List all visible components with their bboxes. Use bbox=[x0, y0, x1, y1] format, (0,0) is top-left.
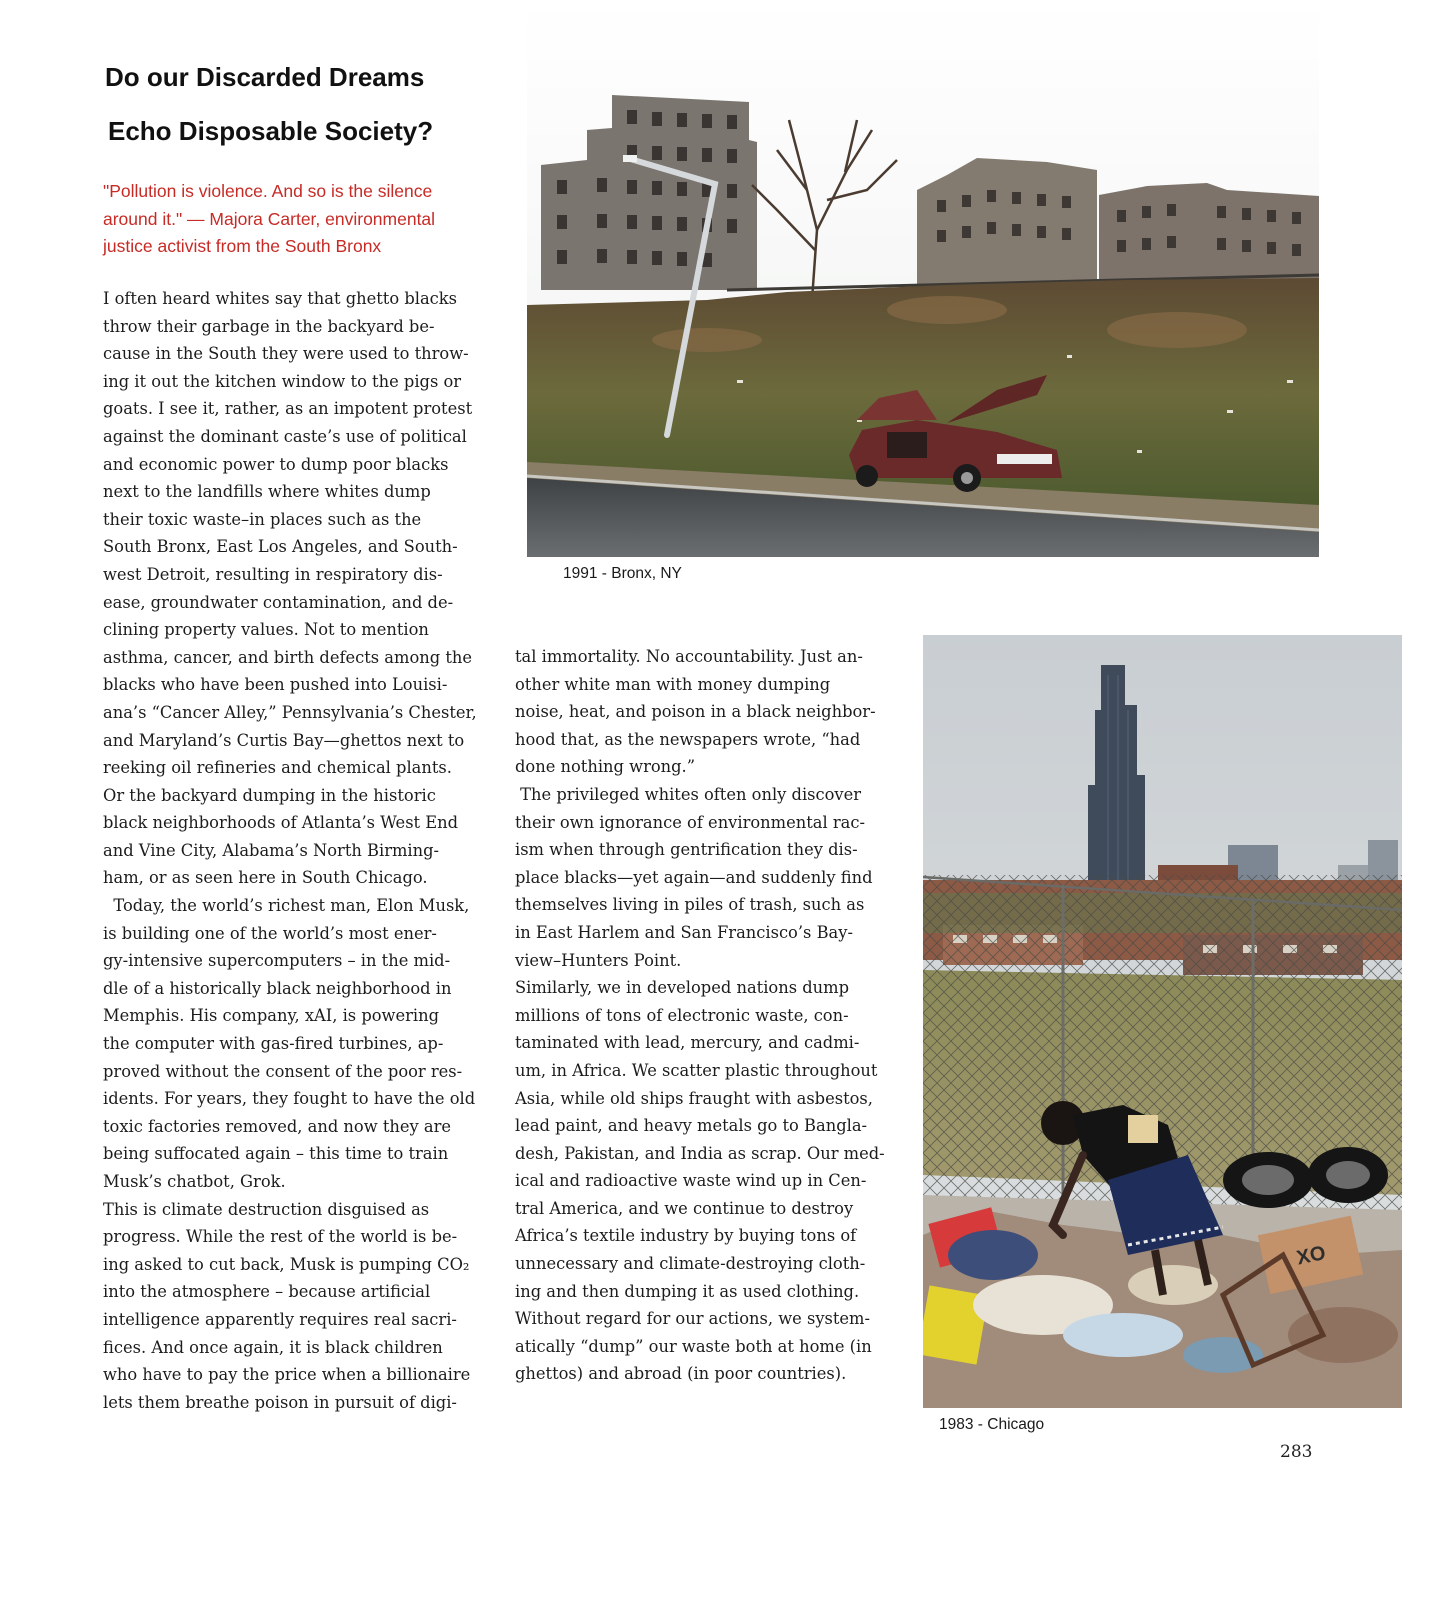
body-line: cause in the South they were used to throw- bbox=[103, 344, 469, 364]
body-line: progress. While the rest of the world is be- bbox=[103, 1227, 458, 1247]
body-line: ghettos) and abroad (in poor countries). bbox=[515, 1364, 847, 1384]
body-line: tral America, and we continue to destroy bbox=[515, 1198, 854, 1218]
body-line: clining property values. Not to mention bbox=[103, 620, 429, 640]
body-line: I often heard whites say that ghetto blacks bbox=[103, 289, 457, 308]
body-line: who have to pay the price when a billionaire bbox=[103, 1365, 471, 1385]
body-line: ana’s “Cancer Alley,” Pennsylvania’s Chester, bbox=[103, 702, 477, 722]
body-line: lets them breathe poison in pursuit of digi- bbox=[103, 1392, 457, 1412]
body-line: reeking oil refineries and chemical plants. bbox=[103, 758, 452, 778]
body-line: place blacks—yet again—and suddenly find bbox=[515, 867, 873, 887]
body-line: fices. And once again, it is black children bbox=[103, 1337, 443, 1357]
body-line: is building one of the world’s most ener- bbox=[103, 923, 437, 943]
chicago-photo-caption: 1983 - Chicago bbox=[939, 1416, 1045, 1433]
body-line: um, in Africa. We scatter plastic throughout bbox=[515, 1060, 878, 1080]
body-line: ing it out the kitchen window to the pigs or bbox=[103, 371, 462, 391]
epigraph-line: around it." — Majora Carter, environmental bbox=[103, 208, 436, 229]
body-line: gy-intensive supercomputers – in the mid- bbox=[103, 951, 451, 971]
box-label: XO bbox=[1294, 1242, 1328, 1270]
body-line: and Maryland’s Curtis Bay—ghettos next to bbox=[103, 730, 465, 750]
body-column-2 bbox=[515, 643, 915, 1388]
body-line: ing and then dumping it as used clothing. bbox=[515, 1281, 860, 1301]
body-line: lead paint, and heavy metals go to Bangla- bbox=[515, 1116, 868, 1136]
epigraph-line: "Pollution is violence. And so is the silence bbox=[103, 181, 433, 201]
body-line: idents. For years, they fought to have the old bbox=[103, 1089, 476, 1109]
body-line: South Bronx, East Los Angeles, and South- bbox=[103, 537, 458, 557]
body-line: ing asked to cut back, Musk is pumping CO₂ bbox=[103, 1254, 470, 1274]
body-line: Today, the world’s richest man, Elon Musk, bbox=[103, 896, 470, 916]
body-line: ease, groundwater contamination, and de- bbox=[103, 592, 454, 612]
body-line: other white man with money dumping bbox=[515, 674, 831, 694]
body-line: millions of tons of electronic waste, con- bbox=[515, 1005, 849, 1025]
body-line: themselves living in piles of trash, such as bbox=[515, 895, 865, 915]
body-line: unnecessary and climate-destroying cloth- bbox=[515, 1254, 866, 1274]
body-line: view–Hunters Point. bbox=[515, 950, 682, 970]
body-line: intelligence apparently requires real sacri- bbox=[103, 1309, 457, 1329]
body-line: being suffocated again – this time to train bbox=[103, 1144, 449, 1164]
body-line: goats. I see it, rather, as an impotent protest bbox=[103, 399, 473, 419]
body-line: into the atmosphere – because artificial bbox=[103, 1282, 431, 1302]
body-line: their own ignorance of environmental rac- bbox=[515, 812, 865, 832]
body-line: This is climate destruction disguised as bbox=[103, 1199, 430, 1219]
body-line: dle of a historically black neighborhood in bbox=[103, 978, 452, 998]
body-line: desh, Pakistan, and India as scrap. Our med- bbox=[515, 1143, 885, 1163]
body-line: The privileged whites often only discover bbox=[515, 784, 862, 804]
body-line: Musk’s chatbot, Grok. bbox=[103, 1172, 286, 1191]
body-line: atically “dump” our waste both at home (in bbox=[515, 1336, 872, 1356]
body-line: Similarly, we in developed nations dump bbox=[515, 978, 849, 998]
body-line: Without regard for our actions, we system- bbox=[515, 1309, 870, 1329]
body-column-1 bbox=[103, 285, 503, 1416]
body-line: Memphis. His company, xAI, is powering bbox=[103, 1006, 440, 1026]
body-line: noise, heat, and poison in a black neighbor- bbox=[515, 702, 876, 722]
body-line: done nothing wrong.” bbox=[515, 757, 696, 777]
body-line: throw their garbage in the backyard be- bbox=[103, 316, 435, 336]
body-line: black neighborhoods of Atlanta’s West End bbox=[103, 813, 459, 833]
body-line: asthma, cancer, and birth defects among the bbox=[103, 647, 473, 667]
body-line: ism when through gentrification they dis- bbox=[515, 840, 858, 860]
bronx-photo-caption: 1991 - Bronx, NY bbox=[563, 565, 682, 582]
body-line: west Detroit, resulting in respiratory dis- bbox=[103, 564, 443, 584]
body-line: blacks who have been pushed into Louisi- bbox=[103, 675, 448, 695]
body-line: proved without the consent of the poor res- bbox=[103, 1061, 463, 1081]
body-line: and Vine City, Alabama’s North Birming- bbox=[103, 840, 440, 860]
body-line: in East Harlem and San Francisco’s Bay- bbox=[515, 922, 853, 942]
body-line: their toxic waste–in places such as the bbox=[103, 509, 422, 529]
body-line: Or the backyard dumping in the historic bbox=[103, 785, 436, 805]
body-line: taminated with lead, mercury, and cadmi- bbox=[515, 1033, 860, 1053]
chicago-photo bbox=[923, 635, 1402, 1408]
bronx-photo bbox=[527, 0, 1319, 557]
epigraph-quote bbox=[103, 178, 503, 261]
body-line: Asia, while old ships fraught with asbestos, bbox=[515, 1088, 873, 1108]
body-line: toxic factories removed, and now they are bbox=[103, 1116, 451, 1136]
body-line: Africa’s textile industry by buying tons of bbox=[515, 1226, 857, 1246]
page-number: 283 bbox=[1280, 1442, 1313, 1462]
body-line: ham, or as seen here in South Chicago. bbox=[103, 868, 428, 888]
body-line: the computer with gas-fired turbines, ap- bbox=[103, 1034, 444, 1054]
body-line: ical and radioactive waste wind up in Cen- bbox=[515, 1171, 867, 1191]
body-line: and economic power to dump poor blacks bbox=[103, 454, 449, 474]
article-title-line-2: Echo Disposable Society? bbox=[108, 116, 434, 146]
body-line: next to the landfills where whites dump bbox=[103, 482, 431, 502]
body-line: tal immortality. No accountability. Just an- bbox=[515, 647, 863, 666]
epigraph-line: justice activist from the South Bronx bbox=[103, 236, 382, 256]
body-line: hood that, as the newspapers wrote, “had bbox=[515, 729, 861, 749]
article-title-line-1: Do our Discarded Dreams bbox=[105, 62, 425, 92]
body-line: against the dominant caste’s use of political bbox=[103, 426, 467, 446]
